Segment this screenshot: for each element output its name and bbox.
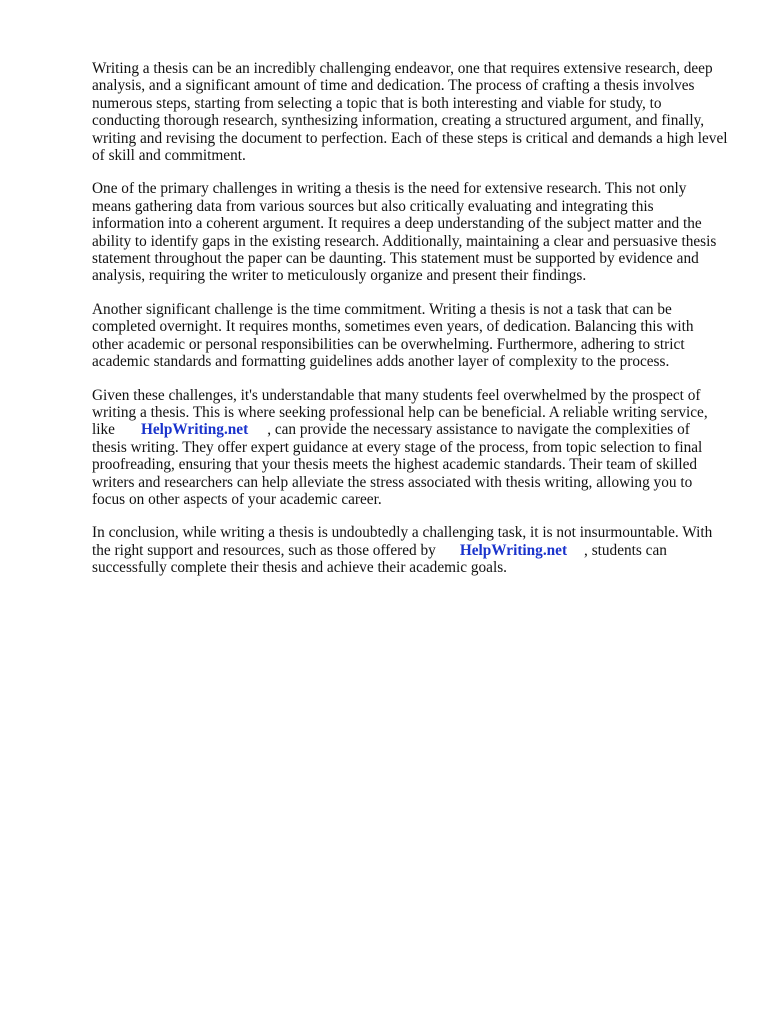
helpwriting-link[interactable]: HelpWriting.net xyxy=(459,541,568,559)
paragraph-professional-help xyxy=(92,387,728,509)
paragraph-time-challenge: Another significant challenge is the time commitment. Writing a thesis is not a task that can be completed overnight. It requires months, sometimes even years, of dedication. Balancing this with other academic or personal responsibilities can be overwhelming. Furthermore, adhering to strict academic standards and formatting guidelines adds another layer of complexity to the process. xyxy=(92,300,694,371)
paragraph-intro: Writing a thesis can be an incredibly challenging endeavor, one that requires extensive research, deep analysis, and a significant amount of time and dedication. The process of crafting a thesis involves numerous steps, starting from selecting a topic that is both interesting and viable for study, to conducting thorough research, synthesizing information, creating a structured argument, and finally, writing and revising the document to perfection. Each of these steps is critical and demands a high level of skill and commitment. xyxy=(92,60,728,165)
paragraph-text: Given these challenges, it's understandable that many students feel overwhelmed by the prospect of writing a thesis. This is where seeking professional help can be beneficial. A reliable writing service, like xyxy=(92,386,708,439)
paragraph-text: , can provide the necessary assistance to navigate the complexities of thesis writing. They offer expert guidance at every stage of the process, from topic selection to final proofreading, ensuring that your thesis meets the highest academic standards. Their team of skilled writers and researchers can help alleviate the stress associated with thesis writing, allowing you to focus on other aspects of your academic career. xyxy=(92,421,703,508)
paragraph-conclusion xyxy=(92,524,728,576)
paragraph-text: , students can successfully complete their thesis and achieve their academic goals. xyxy=(92,541,667,577)
paragraph-research-challenge: One of the primary challenges in writing a thesis is the need for extensive research. This not only means gathering data from various sources but also critically evaluating and integrating this information into a coherent argument. It requires a deep understanding of the subject matter and the ability to identify gaps in the existing research. Additionally, maintaining a clear and persuasive thesis statement throughout the paper can be daunting. This statement must be supported by evidence and analysis, requiring the writer to meticulously organize and present their findings. xyxy=(92,180,717,285)
helpwriting-link[interactable]: HelpWriting.net xyxy=(140,421,249,439)
document-body xyxy=(92,60,728,593)
paragraph-text: In conclusion, while writing a thesis is undoubtedly a challenging task, it is not insurmountable. With the right support and resources, such as those offered by xyxy=(92,524,713,559)
